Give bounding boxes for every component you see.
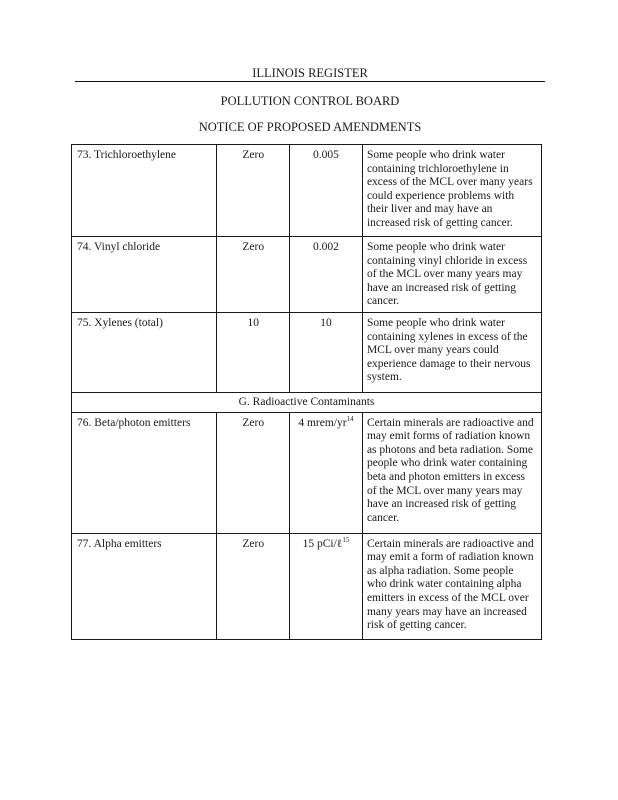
mcl-value: 4 mrem/yr: [298, 416, 347, 429]
mclg-value: Zero: [217, 237, 290, 313]
section-heading: G. Radioactive Contaminants: [72, 393, 542, 413]
table-row: [72, 313, 542, 393]
mcl-cell: [290, 533, 363, 639]
health-effect: Some people who drink water containing trichloroethylene in excess of the MCL over many years could experience problems with their liver and may have an increased risk of getting cancer.: [362, 145, 541, 237]
table-row: [72, 412, 542, 533]
mclg-value: Zero: [217, 145, 290, 237]
mclg-value: Zero: [217, 533, 290, 639]
health-effect: Some people who drink water containing vinyl chloride in excess of the MCL over many years may have an increased risk of getting cancer.: [362, 237, 541, 313]
mcl-value: 10: [290, 313, 363, 393]
mcl-value: 0.002: [290, 237, 363, 313]
notice-title: NOTICE OF PROPOSED AMENDMENTS: [198, 120, 422, 134]
mclg-value: 10: [217, 313, 290, 393]
health-effect: Certain minerals are radioactive and may emit forms of radiation known as photons and beta radiation. Some people who drink water containing beta and photon emitters in excess of the MCL over many years may have an increased risk of getting cancer.: [362, 412, 541, 533]
section-header-row: [72, 393, 542, 413]
footnote-ref: 14: [346, 414, 354, 423]
contaminant-name: 76. Beta/photon emitters: [72, 412, 217, 533]
footnote-ref: 15: [342, 535, 350, 544]
contaminant-name: 77. Alpha emitters: [72, 533, 217, 639]
contaminant-name: 74. Vinyl chloride: [72, 237, 217, 313]
table-row: [72, 237, 542, 313]
health-effect: Some people who drink water containing xylenes in excess of the MCL over many years could experience damage to their nervous system.: [362, 313, 541, 393]
contaminant-table: [71, 144, 542, 640]
health-effect: Certain minerals are radioactive and may emit a form of radiation known as alpha radiation. Some people who drink water containing alpha emitters in excess of the MCL over many years may have an increased risk of getting cancer.: [362, 533, 541, 639]
register-title: ILLINOIS REGISTER: [75, 66, 545, 82]
contaminant-name: 73. Trichloroethylene: [72, 145, 217, 237]
mcl-value: 0.005: [290, 145, 363, 237]
mcl-value: 15 pCi/ℓ: [302, 537, 343, 550]
board-title: POLLUTION CONTROL BOARD: [220, 94, 400, 108]
table-row: [72, 145, 542, 237]
contaminant-name: 75. Xylenes (total): [72, 313, 217, 393]
mcl-cell: [290, 412, 363, 533]
mclg-value: Zero: [217, 412, 290, 533]
table-row: [72, 533, 542, 639]
